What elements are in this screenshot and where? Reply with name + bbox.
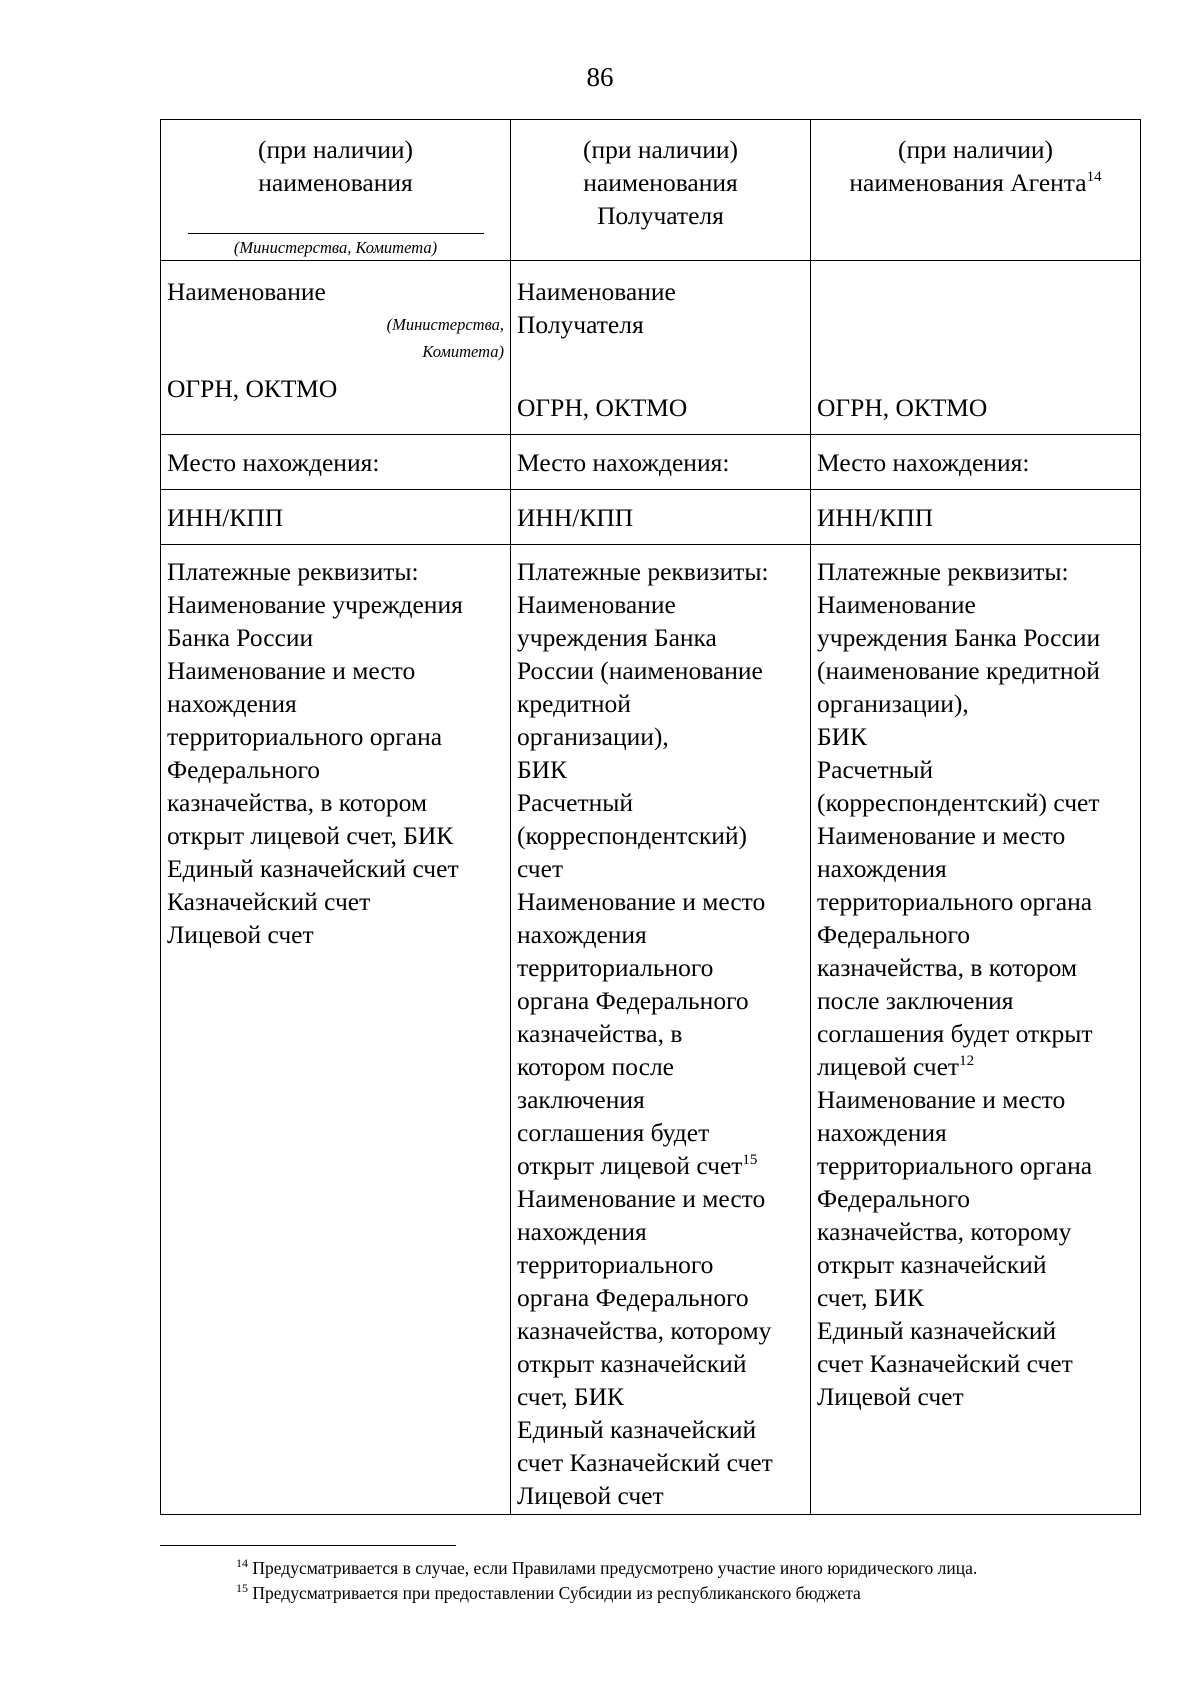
payment-line: организации),: [517, 722, 669, 751]
payment-line: открыт лицевой счет, БИК: [167, 821, 454, 850]
payment-cell-ministry: [161, 545, 511, 1515]
payment-line: казначейства, в котором: [817, 953, 1077, 982]
footnote-text: Предусматривается при предоставлении Субсидии из республиканского бюджета: [248, 1583, 861, 1603]
payment-line: Банка России: [167, 623, 314, 652]
payment-line: казначейства, которому: [517, 1316, 772, 1345]
payment-line: Наименование и место: [517, 1184, 766, 1213]
payment-line: Расчетный: [517, 788, 634, 817]
header-text: наименования: [583, 168, 738, 197]
ministry-hint: (Министерства, Комитета): [233, 238, 438, 257]
payment-line: Казначейский счет: [167, 887, 371, 916]
payment-line: нахождения: [167, 689, 297, 718]
payment-line: Лицевой счет: [817, 1382, 964, 1411]
payment-line: Платежные реквизиты:: [167, 557, 419, 586]
payment-line: котором после: [517, 1052, 674, 1081]
payment-line: счет: [517, 854, 564, 883]
ogrn-label: ОГРН, ОКТМО: [167, 374, 338, 403]
header-cell-ministry: [161, 120, 511, 261]
payment-line: открыт казначейский: [817, 1250, 1047, 1279]
footnote-ref: 15: [742, 1152, 758, 1168]
footnote-ref: 12: [959, 1053, 975, 1069]
header-cell-recipient: [511, 120, 811, 261]
name-cell-recipient: [511, 261, 811, 435]
footnote-15: [236, 1581, 977, 1606]
inn-row: [161, 490, 1141, 545]
payment-line: Наименование и место: [817, 821, 1066, 850]
name-cell-ministry: [161, 261, 511, 435]
ministry-hint-line: (Министерства,: [386, 315, 504, 334]
name-row: [161, 261, 1141, 435]
name-label: Наименование: [517, 277, 676, 306]
ministry-hint-line: Комитета): [422, 342, 504, 361]
payment-line: казначейства, в котором: [167, 788, 427, 817]
inn-cell: ИНН/КПП: [161, 490, 511, 545]
header-cell-agent: [811, 120, 1141, 261]
payment-line: [517, 1149, 804, 1182]
payment-line: территориального органа: [167, 722, 443, 751]
header-text: (при наличии): [257, 135, 414, 164]
ogrn-label: ОГРН, ОКТМО: [517, 393, 688, 422]
name-label: Наименование: [167, 277, 326, 306]
footnote-14: [236, 1556, 977, 1581]
inn-cell: ИНН/КПП: [511, 490, 811, 545]
payment-line: территориального: [517, 953, 714, 982]
payment-line: открыт казначейский: [517, 1349, 747, 1378]
payment-line: казначейства, которому: [817, 1217, 1072, 1246]
payment-line: счет, БИК: [817, 1283, 924, 1312]
payment-line: Федерального: [817, 920, 971, 949]
payment-cell-agent: [811, 545, 1141, 1515]
payment-line: Платежные реквизиты:: [517, 557, 769, 586]
payment-line: территориального: [517, 1250, 714, 1279]
payment-line: нахождения: [517, 1217, 647, 1246]
payment-line: территориального органа: [817, 1151, 1093, 1180]
payment-line: нахождения: [517, 920, 647, 949]
payment-line: Платежные реквизиты:: [817, 557, 1069, 586]
payment-line: органа Федерального: [517, 1283, 749, 1312]
header-text: Получателя: [597, 201, 724, 230]
payment-line: (корреспондентский) счет: [817, 788, 1100, 817]
payment-line: (наименование кредитной: [817, 656, 1100, 685]
footnote-mark: 15: [236, 1581, 248, 1595]
footnote-divider: [160, 1545, 456, 1546]
payment-cell-recipient: [511, 545, 811, 1515]
page-number: 86: [586, 62, 614, 92]
place-row: [161, 435, 1141, 490]
payment-line: нахождения: [817, 854, 947, 883]
payment-line: соглашения будет: [517, 1118, 710, 1147]
payment-row: [161, 545, 1141, 1515]
payment-line: Единый казначейский: [517, 1415, 757, 1444]
payment-line: Наименование и место: [167, 656, 416, 685]
payment-line: БИК: [817, 722, 868, 751]
payment-line: [817, 1050, 1134, 1083]
payment-line-text: открыт лицевой счет: [517, 1151, 743, 1180]
payment-line: заключения: [517, 1085, 645, 1114]
payment-line-text: лицевой счет: [817, 1052, 960, 1081]
payment-line: БИК: [517, 755, 568, 784]
payment-line: счет Казначейский счет: [517, 1448, 773, 1477]
payment-line: учреждения Банка: [517, 623, 717, 652]
payment-line: Единый казначейский: [817, 1316, 1057, 1345]
place-cell: Место нахождения:: [511, 435, 811, 490]
payment-line: Федерального: [817, 1184, 971, 1213]
ogrn-label: ОГРН, ОКТМО: [817, 393, 988, 422]
payment-line: казначейства, в: [517, 1019, 683, 1048]
blank-line: [188, 233, 484, 234]
payment-line: Наименование и место: [817, 1085, 1066, 1114]
header-row: [161, 120, 1141, 261]
payment-line: России (наименование: [517, 656, 763, 685]
payment-line: Наименование учреждения: [167, 590, 463, 619]
place-cell: Место нахождения:: [811, 435, 1141, 490]
payment-line: Наименование: [817, 590, 976, 619]
payment-line: организации),: [817, 689, 969, 718]
name-label: Получателя: [517, 310, 644, 339]
header-text: (при наличии): [582, 135, 739, 164]
payment-line: Наименование: [517, 590, 676, 619]
inn-cell: ИНН/КПП: [811, 490, 1141, 545]
payment-line: кредитной: [517, 689, 631, 718]
payment-line: счет, БИК: [517, 1382, 624, 1411]
payment-line: Федерального: [167, 755, 321, 784]
payment-line: счет Казначейский счет: [817, 1349, 1073, 1378]
payment-line: Наименование и место: [517, 887, 766, 916]
payment-line: после заключения: [817, 986, 1014, 1015]
agent-label: наименования Агента: [849, 168, 1087, 197]
payment-line: учреждения Банка России: [817, 623, 1101, 652]
payment-line: нахождения: [817, 1118, 947, 1147]
footnotes: [236, 1556, 977, 1606]
payment-line: (корреспондентский): [517, 821, 748, 850]
header-text: наименования: [258, 168, 413, 197]
footnote-ref-14: 14: [1086, 169, 1102, 185]
place-cell: Место нахождения:: [161, 435, 511, 490]
footnote-text: Предусматривается в случае, если Правилами предусмотрено участие иного юридического лица.: [248, 1558, 978, 1578]
payment-line: Расчетный: [817, 755, 934, 784]
name-cell-agent: [811, 261, 1141, 435]
header-text-agent: [817, 166, 1134, 199]
requisites-table: [160, 119, 1141, 1515]
payment-line: Лицевой счет: [517, 1481, 664, 1510]
payment-line: органа Федерального: [517, 986, 749, 1015]
footnote-mark: 14: [236, 1556, 248, 1570]
payment-line: территориального органа: [817, 887, 1093, 916]
payment-line: Единый казначейский счет: [167, 854, 459, 883]
payment-line: Лицевой счет: [167, 920, 314, 949]
header-text: (при наличии): [897, 135, 1054, 164]
payment-line: соглашения будет открыт: [817, 1019, 1093, 1048]
